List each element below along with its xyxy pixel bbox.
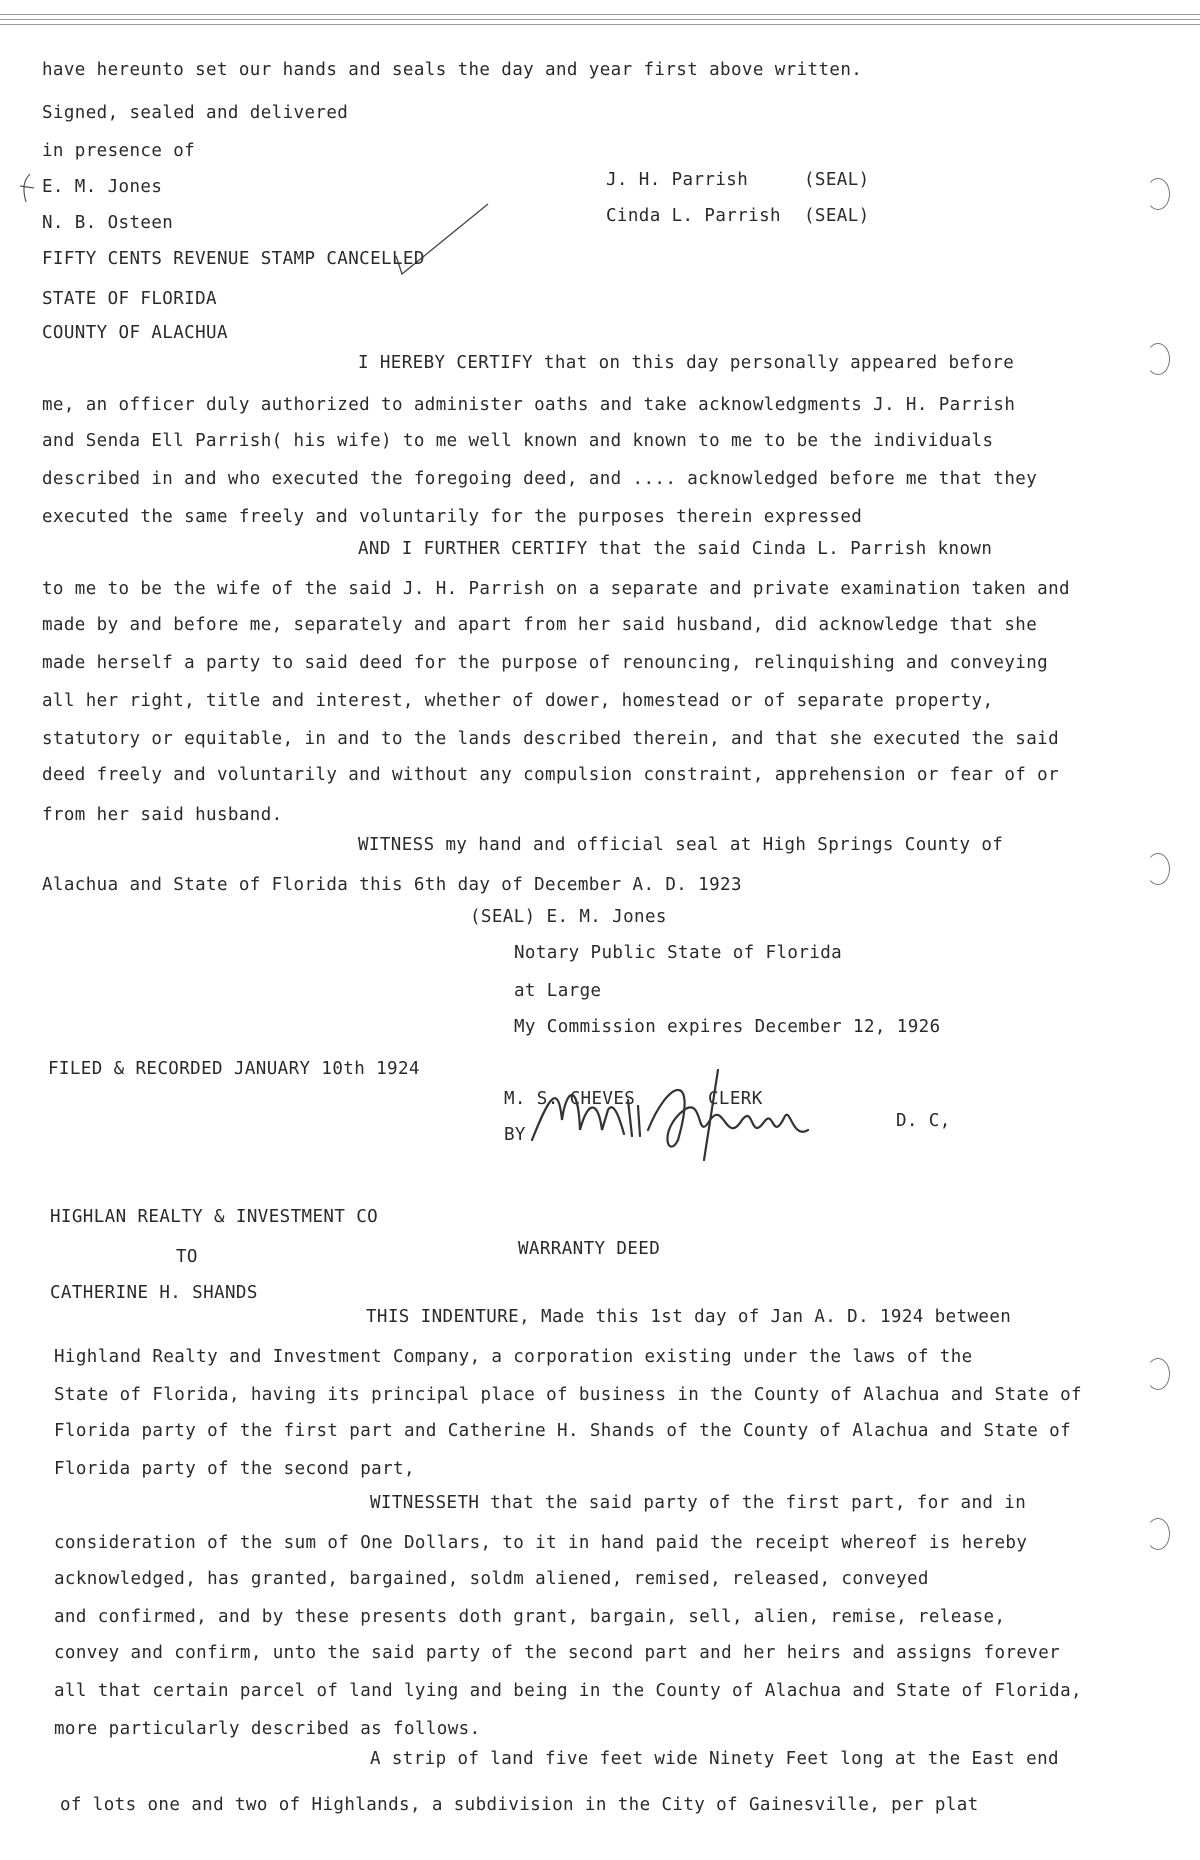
text-line: COUNTY OF ALACHUA (42, 323, 228, 343)
margin-pencil-mark (14, 172, 40, 206)
text-line: AND I FURTHER CERTIFY that the said Cinda L. Parrish known (358, 539, 993, 559)
text-line: all that certain parcel of land lying and being in the County of Alachua and State of Florida, (54, 1681, 1082, 1701)
binder-hole (1146, 343, 1170, 375)
text-line: described in and who executed the foregoing deed, and .... acknowledged before me that they (42, 469, 1038, 489)
grantor-name: J. H. Parrish (606, 170, 749, 190)
text-line: from her said husband. (42, 805, 283, 825)
clerk-name: M. S. CHEVES (504, 1089, 636, 1109)
witness-name: N. B. Osteen (42, 213, 174, 233)
text-line: made herself a party to said deed for the purpose of renouncing, relinquishing and conveying (42, 653, 1049, 673)
grantor-name: Cinda L. Parrish (606, 206, 781, 226)
text-line: STATE OF FLORIDA (42, 289, 217, 309)
text-line: WITNESS my hand and official seal at High Springs County of (358, 835, 1004, 855)
top-rule (0, 24, 1200, 25)
text-line: Signed, sealed and delivered (42, 103, 349, 123)
top-rule (0, 19, 1200, 20)
text-line: deed freely and voluntarily and without any compulsion constraint, apprehension or fear of or (42, 765, 1060, 785)
text-line: and confirmed, and by these presents doth grant, bargain, sell, alien, remise, release, (54, 1607, 1006, 1627)
seal-label: (SEAL) (804, 170, 870, 190)
text-line: THIS INDENTURE, Made this 1st day of Jan A. D. 1924 between (366, 1307, 1012, 1327)
by-label: BY (504, 1125, 526, 1145)
text-line: Notary Public State of Florida (514, 943, 843, 963)
binder-hole (1146, 1358, 1170, 1390)
text-line: I HEREBY CERTIFY that on this day personally appeared before (358, 353, 1015, 373)
text-line: more particularly described as follows. (54, 1719, 481, 1739)
text-line: all her right, title and interest, whether of dower, homestead or of separate property, (42, 691, 994, 711)
top-rule (0, 14, 1200, 15)
text-line: acknowledged, has granted, bargained, soldm aliened, remised, released, conveyed (54, 1569, 929, 1589)
text-line: and Senda Ell Parrish( his wife) to me well known and known to me to be the individuals (42, 431, 994, 451)
binder-hole (1146, 853, 1170, 885)
to-label: TO (176, 1247, 198, 1267)
text-line: consideration of the sum of One Dollars, to it in hand paid the receipt whereof is hereby (54, 1533, 1028, 1553)
clerk-signature (528, 1060, 828, 1170)
text-line: State of Florida, having its principal place of business in the County of Alachua and State of (54, 1385, 1082, 1405)
text-line: convey and confirm, unto the said party of the second part and her heirs and assigns forever (54, 1643, 1061, 1663)
text-line: of lots one and two of Highlands, a subdivision in the City of Gainesville, per plat (60, 1795, 979, 1815)
deed-title: WARRANTY DEED (518, 1239, 661, 1259)
text-line: WITNESSETH that the said party of the first part, for and in (370, 1493, 1027, 1513)
text-line: me, an officer duly authorized to administer oaths and take acknowledgments J. H. Parrish (42, 395, 1016, 415)
text-line: at Large (514, 981, 602, 1001)
deputy-clerk-label: D. C, (896, 1111, 951, 1131)
text-line: FIFTY CENTS REVENUE STAMP CANCELLED (42, 249, 425, 269)
text-line: Florida party of the second part, (54, 1459, 415, 1479)
seal-label: (SEAL) (804, 206, 870, 226)
text-line: Florida party of the first part and Catherine H. Shands of the County of Alachua and State of (54, 1421, 1072, 1441)
recording-line: FILED & RECORDED JANUARY 10th 1924 (48, 1059, 420, 1079)
binder-hole (1146, 1518, 1170, 1550)
text-line: made by and before me, separately and apart from her said husband, did acknowledge that she (42, 615, 1038, 635)
text-line: to me to be the wife of the said J. H. Parrish on a separate and private examination taken and (42, 579, 1070, 599)
text-line: Highland Realty and Investment Company, a corporation existing under the laws of the (54, 1347, 973, 1367)
text-line: have hereunto set our hands and seals the day and year first above written. (42, 60, 863, 80)
witness-name: E. M. Jones (42, 177, 163, 197)
grantor-heading: HIGHLAN REALTY & INVESTMENT CO (50, 1207, 379, 1227)
text-line: executed the same freely and voluntarily for the purposes therein expressed (42, 507, 863, 527)
text-line: in presence of (42, 141, 196, 161)
binder-hole (1146, 178, 1170, 210)
grantee-heading: CATHERINE H. SHANDS (50, 1283, 258, 1303)
text-line: Alachua and State of Florida this 6th day of December A. D. 1923 (42, 875, 742, 895)
text-line: statutory or equitable, in and to the lands described therein, and that she executed the said (42, 729, 1060, 749)
text-line: My Commission expires December 12, 1926 (514, 1017, 941, 1037)
clerk-title: CLERK (708, 1089, 763, 1109)
notary-seal-line: (SEAL) E. M. Jones (470, 907, 667, 927)
text-line: A strip of land five feet wide Ninety Feet long at the East end (370, 1749, 1059, 1769)
